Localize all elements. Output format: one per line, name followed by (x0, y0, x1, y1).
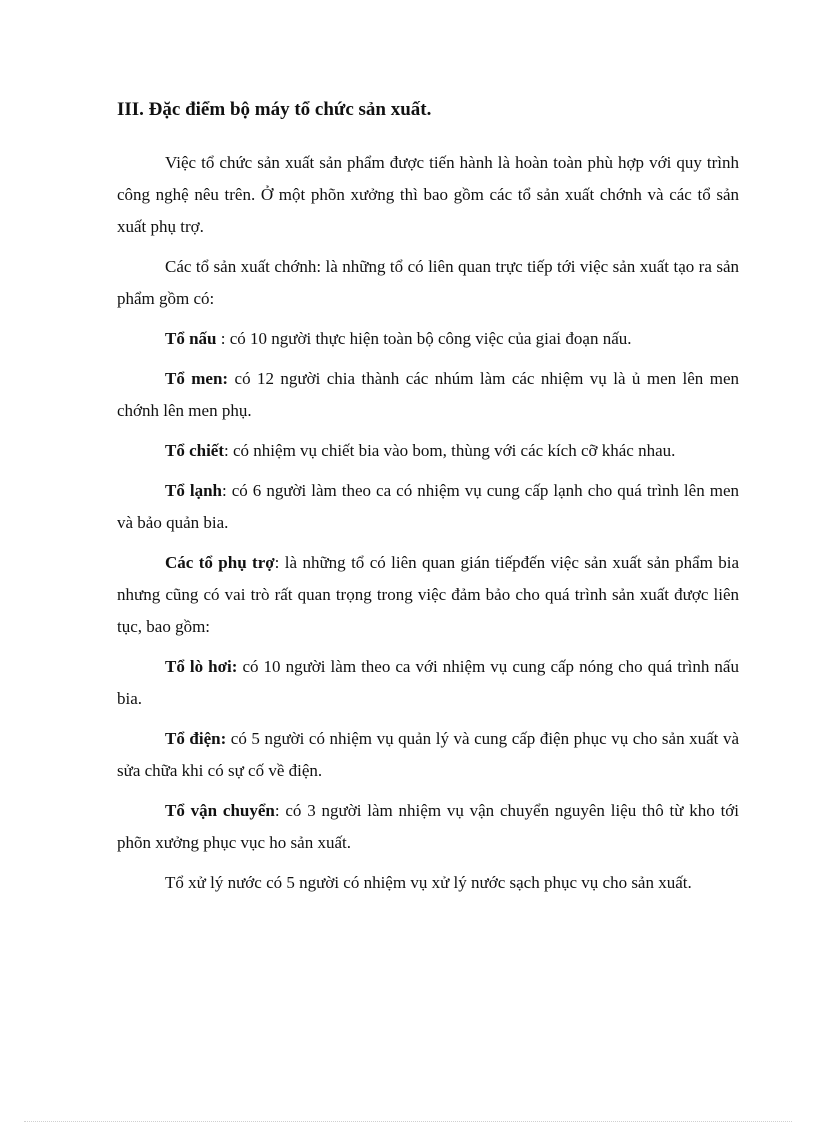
paragraph-text: : có 6 người làm theo ca có nhiệm vụ cung cấp lạnh cho quá trình lên men và bảo quản bia. (117, 481, 739, 532)
paragraph (117, 251, 739, 315)
paragraph-bold-lead: Tổ vận chuyển (165, 801, 275, 820)
paragraph (117, 147, 739, 243)
paragraph-bold-lead: Các tổ phụ trợ (165, 553, 275, 572)
paragraph-bold-lead: Tổ men: (165, 369, 229, 388)
section-heading: III. Đặc điểm bộ máy tổ chức sản xuất. (117, 99, 432, 120)
paragraph-bold-lead: Tổ điện: (165, 729, 227, 748)
paragraph-text: Tổ xử lý nước có 5 người có nhiệm vụ xử lý nước sạch phục vụ cho sản xuất. (165, 873, 692, 892)
paragraph-text: có 12 người chia thành các nhúm làm các nhiệm vụ là ủ men lên men chớnh lên men phụ. (117, 369, 739, 420)
paragraph-bold-lead: Tổ lò hơi: (165, 657, 238, 676)
paragraph-bold-lead: Tổ lạnh (165, 481, 222, 500)
paragraph (117, 795, 739, 859)
paragraph (117, 323, 739, 355)
paragraph-bold-lead: Tổ nấu (165, 329, 217, 348)
paragraph-text: : có nhiệm vụ chiết bia vào bom, thùng với các kích cỡ khác nhau. (224, 441, 676, 460)
paragraph-text: Việc tổ chức sản xuất sản phẩm được tiến hành là hoàn toàn phù hợp với quy trình công nghệ nêu trên. Ở một phõn xưởng thì bao gồm các tổ sản xuất chớnh và các tổ sản xuất phụ trợ. (117, 153, 739, 236)
paragraph (117, 867, 739, 899)
paragraph (117, 363, 739, 427)
paragraph-text: : có 3 người làm nhiệm vụ vận chuyển nguyên liệu thô từ kho tới phõn xưởng phục vục ho sản xuất. (117, 801, 740, 852)
paragraph (117, 547, 739, 643)
paragraph-bold-lead: Tổ chiết (165, 441, 225, 460)
paragraph (117, 723, 739, 787)
paragraph-text: có 10 người làm theo ca với nhiệm vụ cung cấp nóng cho quá trình nấu bia. (117, 657, 739, 708)
page-bottom-divider (24, 1121, 792, 1122)
paragraph (117, 651, 739, 715)
paragraph (117, 435, 739, 467)
paragraph (117, 475, 739, 539)
paragraph-text: có 5 người có nhiệm vụ quản lý và cung cấp điện phục vụ cho sản xuất và sửa chữa khi có sự cố về điện. (117, 729, 739, 780)
paragraph-text: : có 10 người thực hiện toàn bộ công việc của giai đoạn nấu. (216, 329, 632, 348)
paragraph-text: : là những tổ có liên quan gián tiếpđến việc sản xuất sản phẩm bia nhưng cũng có vai trò rất quan trọng trong việc đảm bảo cho quá trình sản xuất được liên tục, bao gồm: (117, 553, 740, 636)
document-page (117, 98, 739, 907)
paragraph-text: Các tổ sản xuất chớnh: là những tổ có liên quan trực tiếp tới việc sản xuất tạo ra sản phẩm gồm có: (117, 257, 739, 308)
